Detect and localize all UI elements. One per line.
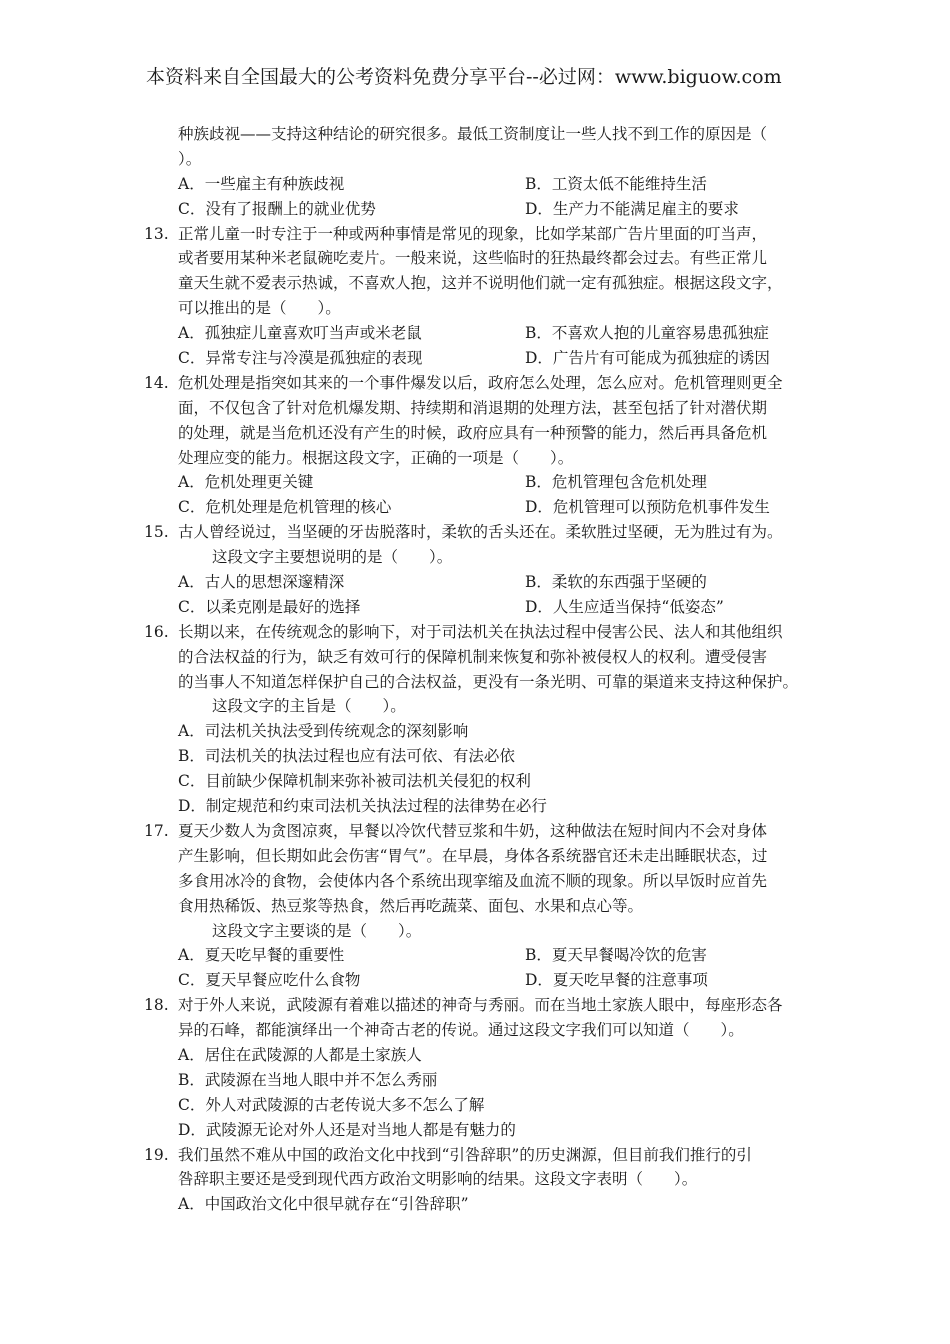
option-d: D．广告片有可能成为孤独症的诱因 — [525, 349, 770, 368]
question-17 — [144, 819, 812, 943]
question-prompt: 这段文字的主旨是（ ）。 — [212, 697, 406, 716]
options-group — [144, 570, 812, 620]
option-c: C．外人对武陵源的古老传说大多不怎么了解 — [178, 1095, 485, 1114]
option-a: A．中国政治文化中很早就存在“引咎辞职” — [178, 1195, 469, 1214]
option-c: C．异常专注与冷漠是孤独症的表现 — [178, 349, 423, 368]
option-c: C．没有了报酬上的就业优势 — [178, 199, 376, 218]
question-text-line: 长期以来，在传统观念的影响下，对于司法机关在执法过程中侵害公民、法人和其他组织 — [178, 622, 783, 641]
option-a: A．司法机关执法受到传统观念的深刻影响 — [178, 722, 469, 741]
question-text-line: 童天生就不爱表示热诚，不喜欢人抱，这并不说明他们就一定有孤独症。根据这段文字， — [178, 274, 783, 293]
option-d: D．武陵源无论对外人还是对当地人都是有魅力的 — [178, 1120, 516, 1139]
option-a: A．古人的思想深邃精深 — [178, 573, 345, 592]
question-number: 15. — [144, 523, 169, 542]
options-group — [144, 1043, 812, 1143]
question-text-line: 可以推出的是（ ）。 — [178, 299, 341, 318]
option-b: B．夏天早餐喝冷饮的危害 — [525, 946, 707, 965]
question-19 — [144, 1143, 812, 1193]
option-c: C．危机处理是危机管理的核心 — [178, 498, 392, 517]
option-a: A．居住在武陵源的人都是土家族人 — [178, 1045, 422, 1064]
option-c: C．目前缺少保障机制来弥补被司法机关侵犯的权利 — [178, 772, 531, 791]
question-text-line: 我们虽然不难从中国的政治文化中找到“引咎辞职”的历史渊源，但目前我们推行的引 — [178, 1145, 752, 1164]
options-group — [144, 470, 812, 520]
options-group — [144, 719, 812, 819]
question-number: 14. — [144, 373, 169, 392]
option-d: D．生产力不能满足雇主的要求 — [525, 199, 739, 218]
question-text-line: 古人曾经说过，当坚硬的牙齿脱落时，柔软的舌头还在。柔软胜过坚硬，无为胜过有为。 — [178, 523, 783, 542]
question-text-line: 产生影响，但长期如此会伤害“胃气”。在早晨，身体各系统器官还未走出睡眠状态，过 — [178, 846, 768, 865]
question-15 — [144, 520, 812, 570]
option-d: D．制定规范和约束司法机关执法过程的法律势在必行 — [178, 797, 547, 816]
option-c: C．以柔克刚是最好的选择 — [178, 597, 361, 616]
question-number: 16. — [144, 622, 169, 641]
options-group — [144, 172, 812, 222]
question-text-line: 面，不仅包含了针对危机爆发期、持续期和消退期的处理方法，甚至包括了针对潜伏期 — [178, 398, 768, 417]
option-d: D．危机管理可以预防危机事件发生 — [525, 498, 770, 517]
option-b: B．柔软的东西强于坚硬的 — [525, 573, 707, 592]
question-18 — [144, 993, 812, 1043]
question-text-line: 夏天少数人为贪图凉爽，早餐以冷饮代替豆浆和牛奶，这种做法在短时间内不会对身体 — [178, 821, 768, 840]
page-header: 本资料来自全国最大的公考资料免费分享平台--必过网：www.biguow.com — [146, 66, 782, 88]
question-text-line: ）。 — [178, 149, 202, 168]
options-group — [144, 321, 812, 371]
question-text-line: 危机处理是指突如其来的一个事件爆发以后，政府怎么处理，怎么应对。危机管理则更全 — [178, 373, 783, 392]
question-12-continuation — [144, 122, 812, 222]
question-text-line: 咎辞职主要还是受到现代西方政治文明影响的结果。这段文字表明（ ）。 — [178, 1170, 698, 1189]
question-prompt: 这段文字主要谈的是（ ）。 — [212, 921, 422, 940]
question-text-line: 种族歧视——支持这种结论的研究很多。最低工资制度让一些人找不到工作的原因是（ — [178, 125, 768, 143]
question-text-line: 异的石峰，都能演绎出一个神奇古老的传说。通过这段文字我们可以知道（ ）。 — [178, 1021, 744, 1040]
option-d: D．人生应适当保持“低姿态” — [525, 597, 724, 616]
question-text-line: 正常儿童一时专注于一种或两种事情是常见的现象，比如学某部广告片里面的叮当声， — [178, 224, 768, 243]
question-text-line: 的当事人不知道怎样保护自己的合法权益，更没有一条光明、可靠的渠道来支持这种保护。 — [178, 672, 799, 691]
question-content — [144, 122, 812, 1217]
option-b: B．武陵源在当地人眼中并不怎么秀丽 — [178, 1070, 438, 1089]
question-16 — [144, 620, 812, 720]
option-b: B．危机管理包含危机处理 — [525, 473, 707, 492]
option-a: A．孤独症儿童喜欢叮当声或米老鼠 — [178, 324, 422, 343]
question-number: 19. — [144, 1145, 169, 1164]
question-text-line: 或者要用某种米老鼠碗吃麦片。一般来说，这些临时的狂热最终都会过去。有些正常儿 — [178, 249, 768, 268]
question-number: 17. — [144, 821, 169, 840]
option-b: B．不喜欢人抱的儿童容易患孤独症 — [525, 324, 769, 343]
option-a: A．一些雇主有种族歧视 — [178, 174, 345, 193]
question-number: 13. — [144, 224, 169, 243]
option-a: A．夏天吃早餐的重要性 — [178, 946, 345, 965]
option-b: B．司法机关的执法过程也应有法可依、有法必依 — [178, 747, 515, 766]
options-group — [144, 1192, 812, 1217]
question-text-line: 食用热稀饭、热豆浆等热食，然后再吃蔬菜、面包、水果和点心等。 — [178, 896, 644, 915]
option-d: D．夏天吃早餐的注意事项 — [525, 971, 708, 990]
question-text-line: 处理应变的能力。根据这段文字，正确的一项是（ ）。 — [178, 448, 574, 467]
question-text-line: 的合法权益的行为，缺乏有效可行的保障机制来恢复和弥补被侵权人的权利。遭受侵害 — [178, 647, 768, 666]
option-a: A．危机处理更关键 — [178, 473, 314, 492]
option-c: C．夏天早餐应吃什么食物 — [178, 971, 361, 990]
question-13 — [144, 222, 812, 322]
question-text-line: 的处理，就是当危机还没有产生的时候，政府应具有一种预警的能力，然后再具备危机 — [178, 423, 768, 442]
question-text-line: 多食用冰冷的食物，会使体内各个系统出现挛缩及血流不顺的现象。所以早饭时应首先 — [178, 871, 768, 890]
question-text-line: 对于外人来说，武陵源有着难以描述的神奇与秀丽。而在当地土家族人眼中，每座形态各 — [178, 996, 783, 1015]
option-b: B．工资太低不能维持生活 — [525, 174, 707, 193]
question-number: 18. — [144, 996, 169, 1015]
question-14 — [144, 371, 812, 471]
question-prompt: 这段文字主要想说明的是（ ）。 — [212, 548, 453, 567]
options-group — [144, 943, 812, 993]
